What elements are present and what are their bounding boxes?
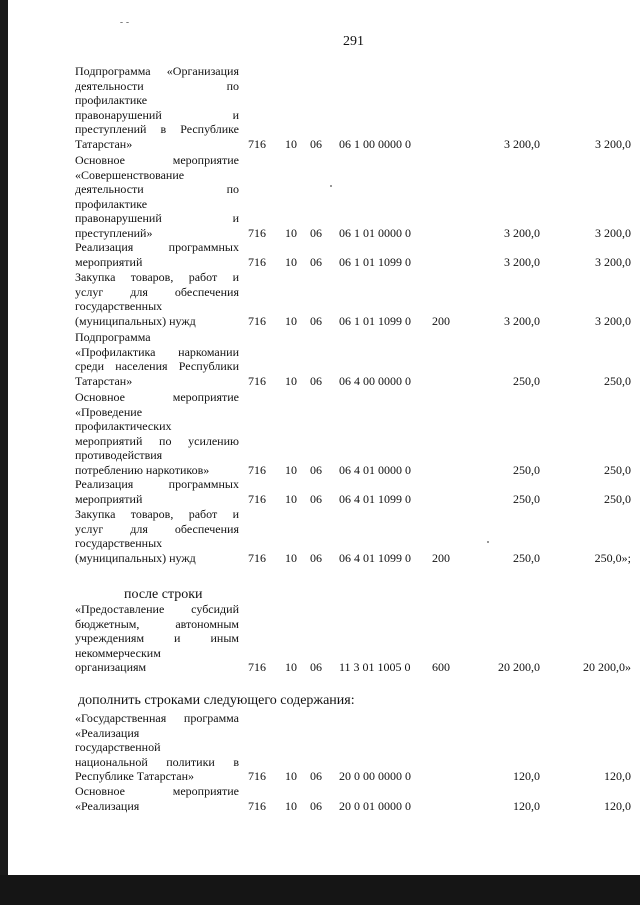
description-line: Закупка товаров, работ и [75, 270, 239, 284]
description-line: государственной [75, 740, 161, 755]
section-code: 10 [285, 660, 297, 675]
row-description [75, 330, 239, 388]
section-code: 10 [285, 313, 297, 328]
amount-year-2: 250,0 [604, 373, 631, 388]
table-row [0, 507, 640, 565]
description-line: Подпрограмма «Организация [75, 64, 239, 78]
amount-year-1: 3 200,0 [504, 137, 540, 151]
amount-year-1: 3 200,0 [504, 313, 540, 328]
expense-type-code: 600 [432, 660, 450, 675]
section-code: 10 [285, 798, 297, 813]
target-article-code: 06 4 01 1099 0 [339, 491, 411, 506]
target-article-code: 06 4 00 0000 0 [339, 373, 411, 388]
amount-year-1: 20 200,0 [498, 660, 540, 675]
description-line: Основное мероприятие [75, 153, 239, 167]
subsection-code: 06 [310, 137, 322, 151]
section-code: 10 [285, 463, 297, 477]
subsection-code: 06 [310, 373, 322, 388]
section-code: 10 [285, 137, 297, 151]
row-description [75, 602, 239, 675]
section-code: 10 [285, 373, 297, 388]
subsection-code: 06 [310, 226, 322, 240]
description-line: Основное мероприятие [75, 390, 239, 404]
subsection-code: 06 [310, 660, 322, 675]
description-line: преступлений в Республике [75, 122, 239, 137]
description-line: профилактических [75, 419, 172, 434]
subsection-code: 06 [310, 550, 322, 565]
table-row [0, 390, 640, 478]
description-line: бюджетным, автономным [75, 616, 239, 631]
description-line: мероприятий [75, 254, 143, 269]
row-description [75, 270, 239, 328]
row-description [75, 240, 239, 269]
target-article-code: 11 3 01 1005 0 [339, 660, 411, 675]
description-line: государственных [75, 536, 163, 551]
ministry-code: 716 [248, 373, 266, 388]
description-line: «Реализация [75, 798, 140, 813]
description-line: профилактике [75, 196, 148, 211]
amount-year-2: 250,0 [604, 491, 631, 506]
description-line: деятельности по [75, 182, 239, 197]
target-article-code: 06 1 00 0000 0 [339, 137, 411, 151]
description-line: среди населения Республики [75, 359, 239, 374]
row-description [75, 507, 239, 565]
description-line: «Профилактика наркомании [75, 344, 239, 359]
description-line: профилактике [75, 93, 148, 108]
table-row [0, 477, 640, 506]
row-description [75, 477, 239, 506]
description-line: мероприятий [75, 491, 143, 506]
description-line: некоммерческим [75, 645, 161, 660]
section-code: 10 [285, 550, 297, 565]
ministry-code: 716 [248, 463, 266, 477]
ministry-code: 716 [248, 254, 266, 269]
table-row [0, 602, 640, 675]
amount-year-2: 3 200,0 [595, 226, 631, 240]
amount-year-2: 3 200,0 [595, 137, 631, 151]
table-row [0, 270, 640, 328]
row-description [75, 153, 239, 241]
amount-year-1: 250,0 [513, 491, 540, 506]
expense-type-code: 200 [432, 550, 450, 565]
amount-year-1: 120,0 [513, 798, 540, 813]
description-line: услуг для обеспечения [75, 521, 239, 536]
description-line: государственных [75, 299, 163, 314]
section-code: 10 [285, 769, 297, 784]
table-row [0, 711, 640, 784]
description-line: правонарушений и [75, 211, 239, 226]
description-line: национальной политики в [75, 754, 239, 769]
ministry-code: 716 [248, 313, 266, 328]
table-row [0, 330, 640, 388]
description-line: «Совершенствование [75, 167, 185, 182]
ministry-code: 716 [248, 798, 266, 813]
description-line: Реализация программных [75, 240, 239, 254]
description-line: учреждениям и иным [75, 631, 239, 646]
target-article-code: 20 0 00 0000 0 [339, 769, 411, 784]
subsection-code: 06 [310, 798, 322, 813]
subsection-code: 06 [310, 463, 322, 477]
amount-year-2: 250,0 [604, 463, 631, 477]
row-description [75, 390, 239, 478]
description-line: «Проведение [75, 404, 143, 419]
description-line: мероприятий по усилению [75, 433, 239, 448]
amount-year-2: 120,0 [604, 769, 631, 784]
description-line: противодействия [75, 448, 163, 463]
description-line: Татарстан» [75, 136, 133, 151]
description-line: (муниципальных) нужд [75, 550, 196, 565]
target-article-code: 06 1 01 1099 0 [339, 254, 411, 269]
subsection-code: 06 [310, 491, 322, 506]
description-line: Подпрограмма [75, 330, 151, 344]
description-line: «Предоставление субсидий [75, 602, 239, 616]
ministry-code: 716 [248, 137, 266, 151]
subsection-code: 06 [310, 254, 322, 269]
table-row [0, 153, 640, 241]
after-row-phrase: после строки [124, 587, 203, 602]
ministry-code: 716 [248, 660, 266, 675]
amount-year-2: 3 200,0 [595, 313, 631, 328]
description-line: деятельности по [75, 78, 239, 93]
amount-year-1: 250,0 [513, 373, 540, 388]
expense-type-code: 200 [432, 313, 450, 328]
amount-year-2: 120,0 [604, 798, 631, 813]
description-line: Основное мероприятие [75, 784, 239, 798]
amount-year-2: 20 200,0» [583, 660, 631, 675]
table-row [0, 240, 640, 269]
amount-year-1: 3 200,0 [504, 254, 540, 269]
subsection-code: 06 [310, 313, 322, 328]
section-code: 10 [285, 226, 297, 240]
row-description [75, 784, 239, 813]
section-code: 10 [285, 254, 297, 269]
description-line: (муниципальных) нужд [75, 313, 196, 328]
description-line: Татарстан» [75, 373, 133, 388]
target-article-code: 06 4 01 1099 0 [339, 550, 411, 565]
ministry-code: 716 [248, 769, 266, 784]
target-article-code: 06 4 01 0000 0 [339, 463, 411, 477]
ministry-code: 716 [248, 491, 266, 506]
subsection-code: 06 [310, 769, 322, 784]
row-description [75, 64, 239, 152]
scan-speck [126, 22, 129, 23]
ministry-code: 716 [248, 550, 266, 565]
amount-year-1: 3 200,0 [504, 226, 540, 240]
scan-bottom-border [0, 875, 640, 905]
target-article-code: 06 1 01 1099 0 [339, 313, 411, 328]
description-line: правонарушений и [75, 107, 239, 122]
description-line: Закупка товаров, работ и [75, 507, 239, 521]
amount-year-1: 250,0 [513, 550, 540, 565]
amount-year-2: 250,0»; [594, 550, 631, 565]
page-number: 291 [343, 34, 364, 49]
amount-year-1: 250,0 [513, 463, 540, 477]
row-description [75, 711, 239, 784]
table-row [0, 784, 640, 813]
description-line: Реализация программных [75, 477, 239, 491]
target-article-code: 06 1 01 0000 0 [339, 226, 411, 240]
description-line: «Реализация [75, 725, 140, 740]
description-line: потреблению наркотиков» [75, 462, 210, 477]
amount-year-1: 120,0 [513, 769, 540, 784]
section-code: 10 [285, 491, 297, 506]
description-line: услуг для обеспечения [75, 284, 239, 299]
supplement-phrase: дополнить строками следующего содержания: [78, 693, 355, 708]
description-line: «Государственная программа [75, 711, 239, 725]
ministry-code: 716 [248, 226, 266, 240]
description-line: Республике Татарстан» [75, 769, 195, 784]
target-article-code: 20 0 01 0000 0 [339, 798, 411, 813]
description-line: организациям [75, 660, 147, 675]
amount-year-2: 3 200,0 [595, 254, 631, 269]
table-row [0, 64, 640, 152]
scan-speck [120, 22, 123, 23]
description-line: преступлений» [75, 225, 153, 240]
